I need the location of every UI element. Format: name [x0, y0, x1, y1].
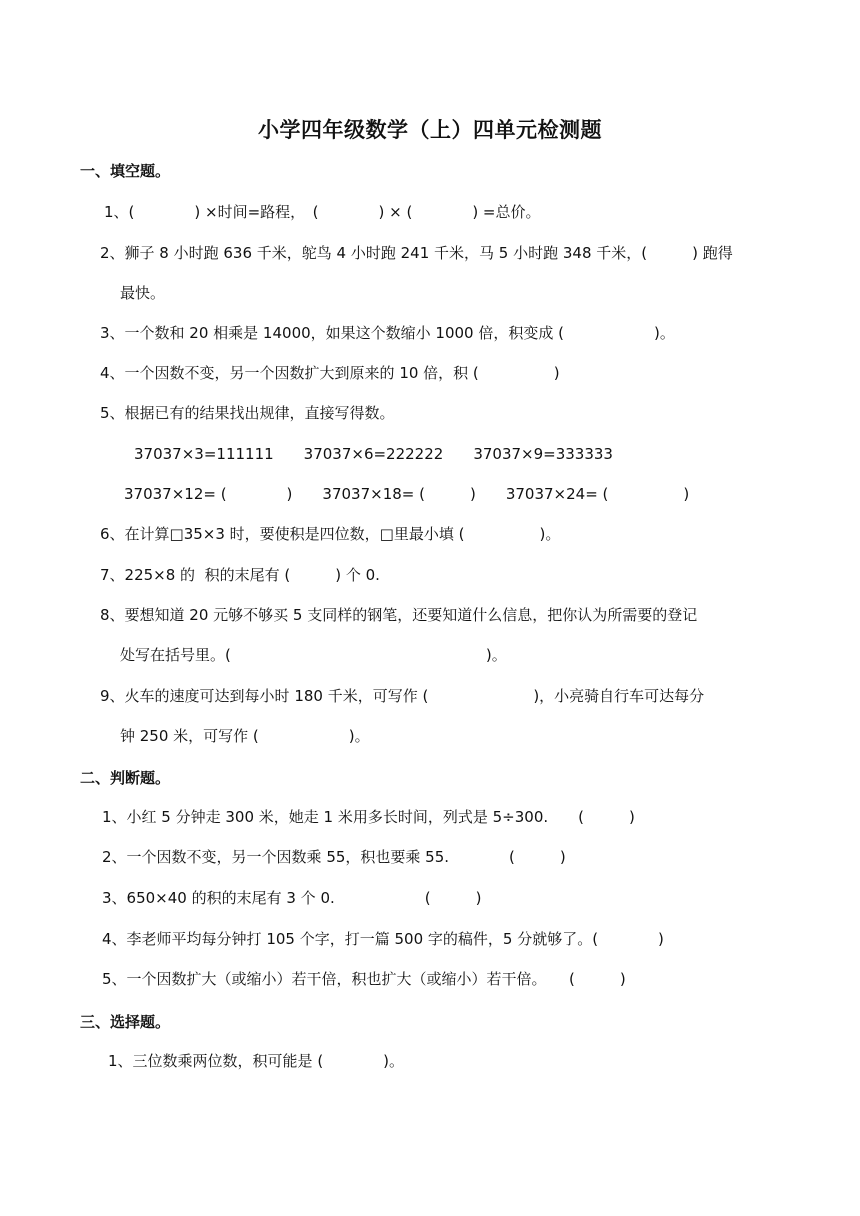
page-title: 小学四年级数学（上）四单元检测题: [258, 118, 602, 142]
section-heading-judge: 二、判断题。: [80, 769, 171, 787]
fill-question-3: 3、一个数和 20 相乘是 14000，如果这个数缩小 1000 倍，积变成 ( )。: [100, 324, 675, 342]
choice-question-1: 1、三位数乘两位数，积可能是 ( )。: [108, 1052, 405, 1070]
fill-question-9-line-2: 钟 250 米，可写作 ( )。: [120, 727, 370, 745]
judge-question-2: 2、一个因数不变，另一个因数乘 55，积也要乘 55. ( ): [102, 848, 566, 866]
judge-question-4: 4、李老师平均每分钟打 105 个字，打一篇 500 字的稿件，5 分就够了。( ): [102, 930, 664, 948]
fill-question-9-line-1: 9、火车的速度可达到每小时 180 千米，可写作 ( )，小亮骑自行车可达每分: [100, 687, 705, 705]
fill-question-8-line-2: 处写在括号里。( )。: [120, 646, 507, 664]
judge-question-5: 5、一个因数扩大（或缩小）若干倍，积也扩大（或缩小）若干倍。 ( ): [102, 970, 626, 988]
fill-question-2-line-2: 最快。: [120, 284, 166, 302]
fill-question-6: 6、在计算□35×3 时，要使积是四位数，□里最小填 ( )。: [100, 525, 561, 543]
section-heading-choice: 三、选择题。: [80, 1013, 171, 1031]
section-heading-fill: 一、填空题。: [80, 162, 171, 180]
fill-question-5: 5、根据已有的结果找出规律，直接写得数。: [100, 404, 395, 422]
fill-question-8-line-1: 8、要想知道 20 元够不够买 5 支同样的钢笔，还要知道什么信息，把你认为所需要的登记: [100, 606, 698, 624]
fill-question-5-answer-row: 37037×12= ( ) 37037×18= ( ) 37037×24= ( ): [124, 485, 690, 503]
fill-question-5-pattern-row: 37037×3=111111 37037×6=222222 37037×9=333333: [134, 445, 613, 463]
fill-question-2-line-1: 2、狮子 8 小时跑 636 千米，鸵鸟 4 小时跑 241 千米，马 5 小时跑 348 千米，( ) 跑得: [100, 244, 733, 262]
judge-question-3: 3、650×40 的积的末尾有 3 个 0. ( ): [102, 889, 482, 907]
fill-question-7: 7、225×8 的 积的末尾有 ( ) 个 0.: [100, 566, 380, 584]
fill-question-1: 1、( ) ×时间=路程， ( ) × ( ) =总价。: [104, 203, 541, 221]
fill-question-4: 4、一个因数不变，另一个因数扩大到原来的 10 倍，积 ( ): [100, 364, 560, 382]
judge-question-1: 1、小红 5 分钟走 300 米，她走 1 米用多长时间，列式是 5÷300. ( ): [102, 808, 635, 826]
